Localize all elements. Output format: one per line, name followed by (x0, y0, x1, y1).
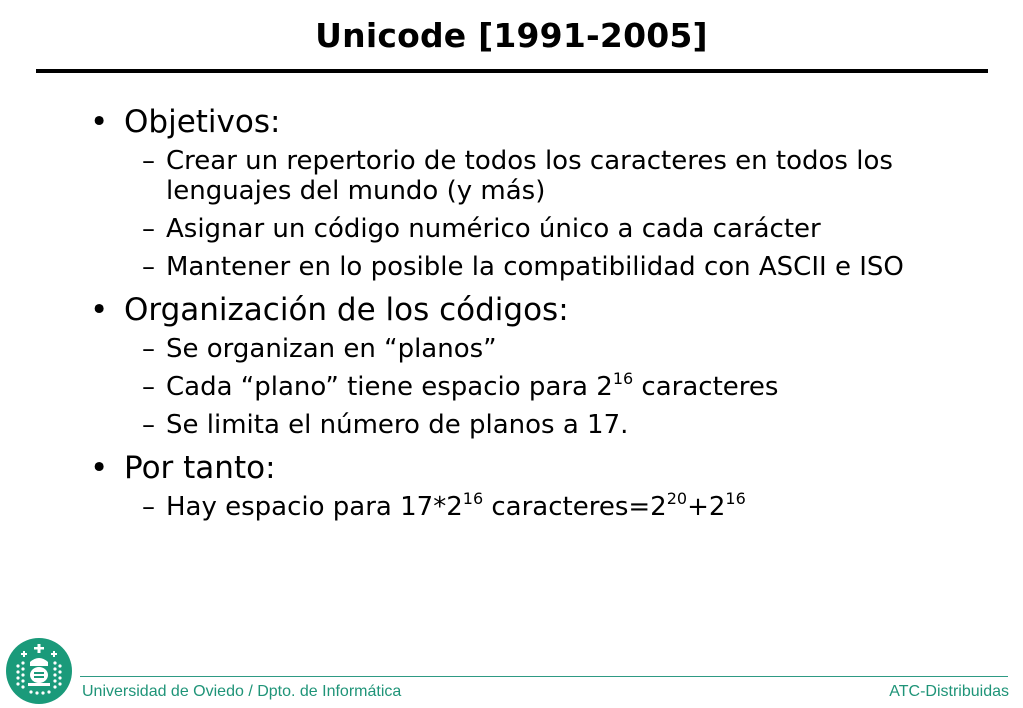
slide-title: Unicode [1991-2005] (315, 16, 708, 55)
sub-item (88, 214, 968, 244)
bullet-heading: Objetivos: (124, 104, 281, 140)
sub-item-text: +2 (687, 492, 726, 522)
sub-item-text: caracteres (633, 372, 779, 402)
footer-course: ATC-Distribuidas (889, 683, 1009, 700)
sub-item (88, 410, 968, 440)
footer-institution: Universidad de Oviedo / Dpto. de Informática (82, 683, 402, 700)
sub-mark: – (142, 252, 155, 282)
sub-mark: – (142, 334, 155, 364)
sub-item-text: Hay espacio para 17*2 (166, 492, 463, 522)
exponent: 16 (612, 369, 634, 388)
exponent: 16 (725, 489, 746, 508)
bullet-por-tanto (88, 448, 968, 488)
sub-item-text: Se limita el número de planos a 17. (166, 410, 629, 440)
sub-item (88, 489, 968, 522)
title-divider (36, 69, 988, 73)
sub-item-text: Cada “plano” tiene espacio para 2 (166, 372, 613, 402)
sub-item (88, 334, 968, 364)
sub-item-text: Mantener en lo posible la compatibilidad con ASCII e ISO (166, 252, 904, 282)
sub-item (88, 252, 968, 282)
sub-list-organizacion (88, 334, 968, 440)
sub-mark: – (142, 410, 155, 440)
sub-mark: – (142, 214, 155, 244)
bullet-heading: Por tanto: (124, 450, 276, 486)
sub-mark: – (142, 146, 155, 176)
bullet-mark: • (90, 104, 109, 140)
exponent: 16 (462, 489, 484, 508)
sub-item (88, 146, 968, 206)
footer-divider (80, 676, 1008, 677)
sub-item-text: Crear un repertorio de todos los caracteres en todos los lenguajes del mundo (y más) (166, 146, 893, 206)
sub-item-text: Se organizan en “planos” (166, 334, 497, 364)
sub-list-por-tanto (88, 489, 968, 522)
sub-mark: – (142, 372, 155, 402)
sub-item-text: caracteres=2 (483, 492, 667, 522)
sub-mark: – (142, 492, 155, 522)
sub-item (88, 369, 968, 402)
bullet-mark: • (90, 292, 109, 328)
university-seal-icon (4, 636, 74, 706)
bullet-mark: • (90, 450, 109, 486)
sub-item-text: Asignar un código numérico único a cada carácter (166, 214, 821, 244)
exponent: 20 (666, 489, 688, 508)
bullet-objetivos (88, 102, 968, 142)
bullet-heading: Organización de los códigos: (124, 292, 569, 328)
sub-list-objetivos (88, 146, 968, 282)
bullet-organizacion (88, 290, 968, 330)
slide-content (88, 102, 968, 530)
